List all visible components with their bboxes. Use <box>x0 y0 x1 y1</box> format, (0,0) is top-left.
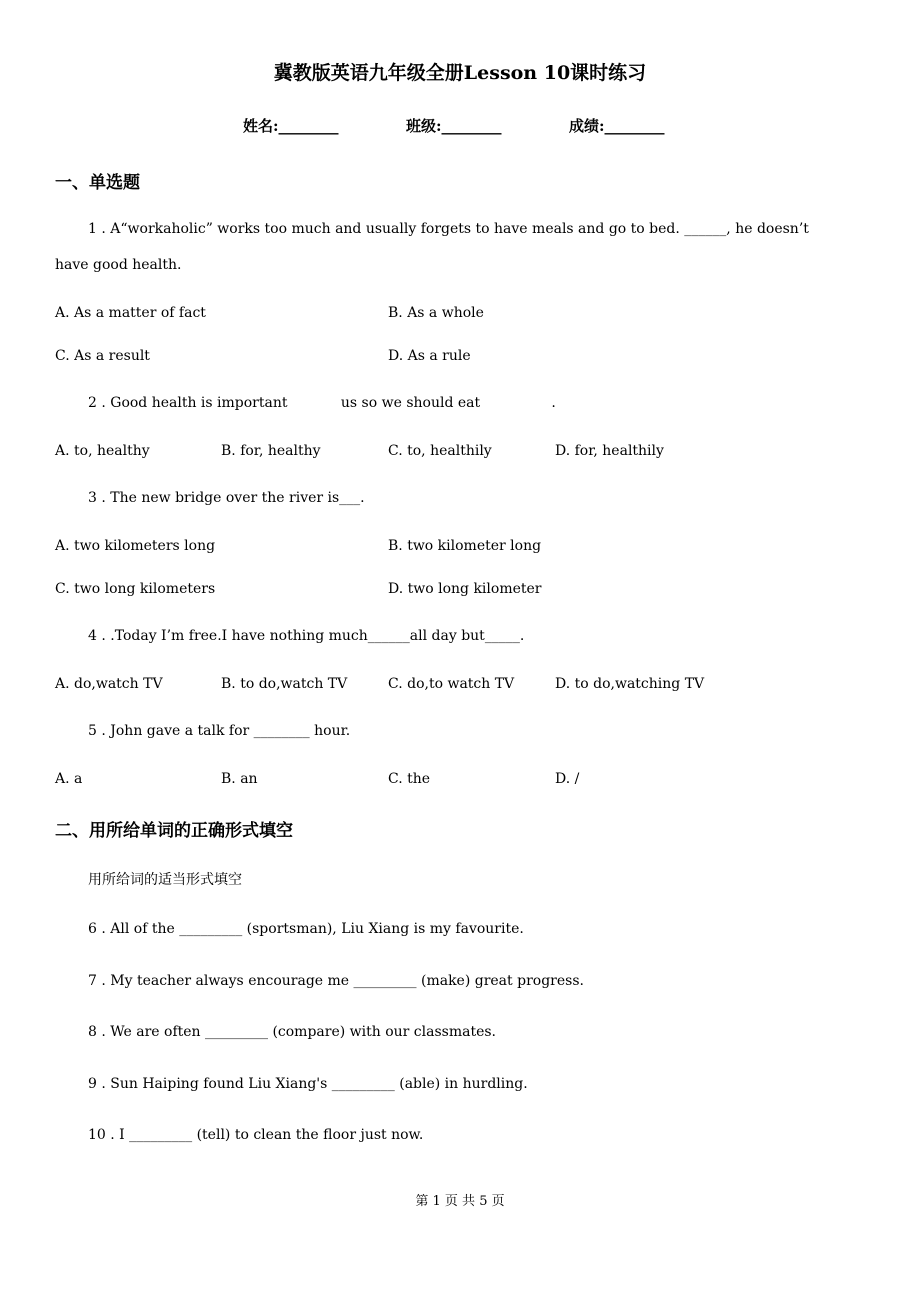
name-field-label: 姓名:________ <box>243 117 339 135</box>
score-field-label: 成绩:________ <box>569 117 665 135</box>
question-8-text: 8 . We are often _________ (compare) with our classmates. <box>88 1024 497 1040</box>
question-2-option-d: D. for, healthily <box>555 443 664 459</box>
question-4-text: 4 . .Today I’m free.I have nothing much______all day but_____. <box>88 628 525 644</box>
question-4-option-d: D. to do,watching TV <box>555 676 705 692</box>
page-footer: 第 1 页 共 5 页 <box>415 1194 505 1209</box>
question-2-text: 2 . Good health is important us so we should eat . <box>88 395 556 411</box>
section-heading-word-forms: 二、用所给单词的正确形式填空 <box>55 821 293 841</box>
question-3-option-b: B. two kilometer long <box>388 538 542 554</box>
question-10-text: 10 . I _________ (tell) to clean the floor just now. <box>88 1127 424 1143</box>
question-1-option-d: D. As a rule <box>388 348 471 364</box>
question-3-option-c: C. two long kilometers <box>55 581 216 597</box>
question-5-option-a: A. a <box>55 771 83 787</box>
question-1-option-a: A. As a matter of fact <box>55 305 206 321</box>
question-5-option-b: B. an <box>221 771 258 787</box>
question-3-option-a: A. two kilometers long <box>55 538 216 554</box>
question-6-text: 6 . All of the _________ (sportsman), Liu Xiang is my favourite. <box>88 921 524 937</box>
question-5-option-c: C. the <box>388 771 431 787</box>
question-5-option-d: D. / <box>555 771 580 787</box>
question-1-text-continued: have good health. <box>55 257 182 273</box>
question-2-option-a: A. to, healthy <box>55 443 150 459</box>
question-1-text: 1 . A“workaholic” works too much and usually forgets to have meals and go to bed. ______, he doesn’t <box>88 221 809 237</box>
question-5-text: 5 . John gave a talk for ________ hour. <box>88 723 351 739</box>
section-2-instruction: 用所给词的适当形式填空 <box>88 872 242 888</box>
question-1-option-b: B. As a whole <box>388 305 484 321</box>
question-3-option-d: D. two long kilometer <box>388 581 542 597</box>
question-2-option-c: C. to, healthily <box>388 443 492 459</box>
question-4-option-a: A. do,watch TV <box>55 676 163 692</box>
section-heading-multiple-choice: 一、单选题 <box>55 173 140 193</box>
question-7-text: 7 . My teacher always encourage me _________ (make) great progress. <box>88 973 584 989</box>
question-3-text: 3 . The new bridge over the river is___. <box>88 490 365 506</box>
question-1-option-c: C. As a result <box>55 348 150 364</box>
question-2-option-b: B. for, healthy <box>221 443 321 459</box>
question-9-text: 9 . Sun Haiping found Liu Xiang's _________ (able) in hurdling. <box>88 1076 528 1092</box>
page-title: 冀教版英语九年级全册Lesson 10课时练习 <box>273 62 647 84</box>
question-4-option-b: B. to do,watch TV <box>221 676 348 692</box>
class-field-label: 班级:________ <box>406 117 502 135</box>
question-4-option-c: C. do,to watch TV <box>388 676 515 692</box>
